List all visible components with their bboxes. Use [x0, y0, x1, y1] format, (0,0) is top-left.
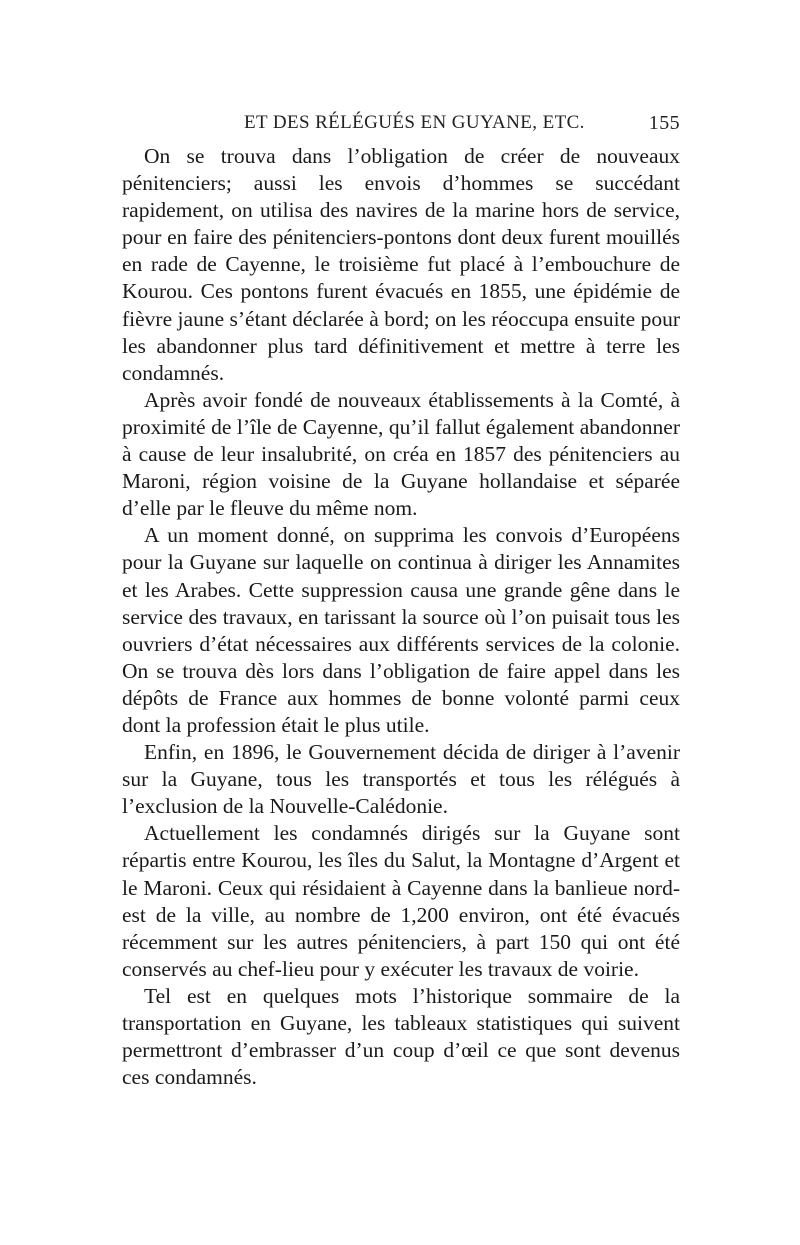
paragraph: On se trouva dans l’obligation de créer de nouveaux pénitenciers; aussi les envois d’hommes se succédant rapidement, on utilisa des navires de la marine hors de service, pour en faire des pénitenciers-pontons dont deux furent mouillés en rade de Cayenne, le troisième fut placé à l’embouchure de Kourou. Ces pontons furent évacués en 1855, une épidémie de fièvre jaune s’étant déclarée à bord; on les réoccupa ensuite pour les abandonner plus tard définitivement et mettre à terre les condamnés. [122, 144, 680, 385]
paragraph: A un moment donné, on supprima les convois d’Européens pour la Guyane sur laquelle on continua à diriger les Annamites et les Arabes. Cette suppression causa une grande gêne dans le service des travaux, en tarissant la source où l’on puisait tous les ouvriers d’état nécessaires aux différents services de la colonie. On se trouva dès lors dans l’obligation de faire appel dans les dépôts de France aux hommes de bonne volonté parmi ceux dont la profession était le plus utile. [122, 523, 680, 737]
paragraph: Après avoir fondé de nouveaux établissements à la Comté, à proximité de l’île de Cayenne, qu’il fallut également abandonner à cause de leur insalubrité, on créa en 1857 des pénitenciers au Maroni, région voisine de la Guyane hollandaise et séparée d’elle par le fleuve du même nom. [122, 387, 680, 521]
running-head [122, 112, 680, 142]
paragraph: Enfin, en 1896, le Gouvernement décida de diriger à l’avenir sur la Guyane, tous les transportés et tous les rélégués à l’exclusion de la Nouvelle-Calédonie. [122, 740, 680, 819]
page-number: 155 [648, 112, 680, 134]
paragraph: Actuellement les condamnés dirigés sur la Guyane sont répartis entre Kourou, les îles du Salut, la Montagne d’Argent et le Maroni. Ceux qui résidaient à Cayenne dans la banlieue nord-est de la ville, au nombre de 1,200 environ, ont été évacués récemment sur les autres pénitenciers, à part 150 qui ont été conservés au chef-lieu pour y exécuter les travaux de voirie. [122, 821, 680, 981]
running-title: ET DES RÉLÉGUÉS EN GUYANE, ETC. [244, 112, 585, 133]
body-text [122, 143, 680, 1091]
paragraph: Tel est en quelques mots l’historique sommaire de la transportation en Guyane, les tableaux statistiques qui suivent permettront d’embrasser d’un coup d’œil ce que sont devenus ces condamnés. [122, 983, 680, 1090]
